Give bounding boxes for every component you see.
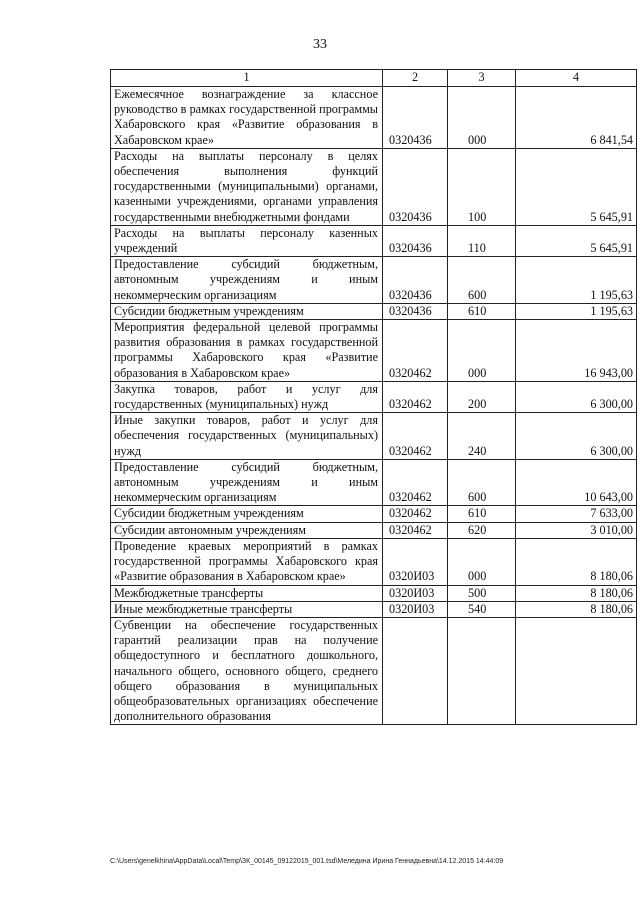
row-expense-type-cell: 610	[448, 506, 516, 522]
row-name-cell: Мероприятия федеральной целевой программы развития образования в рамках государственной программы Хабаровского края «Развитие образования в Хабаровском крае»	[111, 320, 383, 382]
row-name-cell: Субсидии автономным учреждениям	[111, 522, 383, 538]
header-col-4: 4	[516, 70, 637, 87]
row-code-cell: 0320462	[383, 506, 448, 522]
row-code-cell: 0320436	[383, 257, 448, 304]
row-sum-cell: 5 645,91	[516, 225, 637, 256]
table-row	[111, 87, 637, 149]
row-code-cell: 0320462	[383, 522, 448, 538]
table-row	[111, 257, 637, 304]
table-row	[111, 617, 637, 724]
table-row	[111, 585, 637, 601]
row-name-cell: Проведение краевых мероприятий в рамках государственной программы Хабаровского края «Развитие образования в Хабаровском крае»	[111, 538, 383, 585]
row-name-cell: Иные межбюджетные трансферты	[111, 601, 383, 617]
row-expense-type-cell: 000	[448, 538, 516, 585]
row-expense-type-cell: 540	[448, 601, 516, 617]
row-sum-cell	[516, 617, 637, 724]
row-name-cell: Иные закупки товаров, работ и услуг для обеспечения государственных (муниципальных) нужд	[111, 413, 383, 460]
table-row	[111, 303, 637, 319]
row-code-cell: 0320462	[383, 413, 448, 460]
row-sum-cell: 1 195,63	[516, 303, 637, 319]
row-expense-type-cell: 620	[448, 522, 516, 538]
table-row	[111, 506, 637, 522]
row-code-cell: 0320И03	[383, 601, 448, 617]
row-sum-cell: 10 643,00	[516, 459, 637, 506]
row-code-cell	[383, 617, 448, 724]
row-sum-cell: 6 300,00	[516, 413, 637, 460]
row-expense-type-cell: 100	[448, 148, 516, 225]
row-expense-type-cell	[448, 617, 516, 724]
row-expense-type-cell: 000	[448, 87, 516, 149]
table-row	[111, 459, 637, 506]
row-expense-type-cell: 610	[448, 303, 516, 319]
budget-table	[110, 69, 637, 725]
row-sum-cell: 6 300,00	[516, 381, 637, 412]
row-expense-type-cell: 500	[448, 585, 516, 601]
row-name-cell: Субсидии бюджетным учреждениям	[111, 506, 383, 522]
row-name-cell: Межбюджетные трансферты	[111, 585, 383, 601]
row-sum-cell: 7 633,00	[516, 506, 637, 522]
table-row	[111, 522, 637, 538]
table-header-row	[111, 70, 637, 87]
row-sum-cell: 8 180,06	[516, 585, 637, 601]
row-expense-type-cell: 240	[448, 413, 516, 460]
header-col-3: 3	[448, 70, 516, 87]
row-sum-cell: 6 841,54	[516, 87, 637, 149]
row-expense-type-cell: 600	[448, 257, 516, 304]
file-path-footer: C:\Users\genelkhina\AppData\Local\Temp\ЗК_00145_09122015_001.tsd\Меледина Ирина Геннадьевна\14.12.2015 14:44:09	[110, 858, 504, 865]
row-sum-cell: 3 010,00	[516, 522, 637, 538]
header-col-2: 2	[383, 70, 448, 87]
table-row	[111, 320, 637, 382]
row-sum-cell: 1 195,63	[516, 257, 637, 304]
row-code-cell: 0320436	[383, 87, 448, 149]
row-name-cell: Предоставление субсидий бюджетным, автономным учреждениям и иным некоммерческим организациям	[111, 257, 383, 304]
row-expense-type-cell: 000	[448, 320, 516, 382]
row-sum-cell: 16 943,00	[516, 320, 637, 382]
row-code-cell: 0320462	[383, 459, 448, 506]
row-expense-type-cell: 600	[448, 459, 516, 506]
header-col-1: 1	[111, 70, 383, 87]
row-sum-cell: 5 645,91	[516, 148, 637, 225]
row-name-cell: Предоставление субсидий бюджетным, автономным учреждениям и иным некоммерческим организациям	[111, 459, 383, 506]
table-row	[111, 538, 637, 585]
row-code-cell: 0320436	[383, 148, 448, 225]
row-expense-type-cell: 200	[448, 381, 516, 412]
table-row	[111, 225, 637, 256]
row-code-cell: 0320И03	[383, 585, 448, 601]
row-code-cell: 0320436	[383, 303, 448, 319]
row-code-cell: 0320462	[383, 320, 448, 382]
row-expense-type-cell: 110	[448, 225, 516, 256]
row-sum-cell: 8 180,06	[516, 538, 637, 585]
table-row	[111, 381, 637, 412]
row-name-cell: Закупка товаров, работ и услуг для государственных (муниципальных) нужд	[111, 381, 383, 412]
row-sum-cell: 8 180,06	[516, 601, 637, 617]
row-name-cell: Субвенции на обеспечение государственных гарантий реализации прав на получение общедоступного и бесплатного дошкольного, начального общего, основного общего, среднего общего образования в муниципальных общеобразовательных организациях обеспечение дополнительного образования	[111, 617, 383, 724]
table-row	[111, 148, 637, 225]
row-name-cell: Субсидии бюджетным учреждениям	[111, 303, 383, 319]
row-code-cell: 0320И03	[383, 538, 448, 585]
table-row	[111, 413, 637, 460]
row-name-cell: Расходы на выплаты персоналу в целях обеспечения выполнения функций государственными (муниципальными) органами, казенными учреждениями, органами управления государственными внебюджетными фондами	[111, 148, 383, 225]
table-row	[111, 601, 637, 617]
page-number: 33	[313, 37, 327, 52]
row-name-cell: Расходы на выплаты персоналу казенных учреждений	[111, 225, 383, 256]
row-name-cell: Ежемесячное вознаграждение за классное руководство в рамках государственной программы Хабаровского края «Развитие образования в Хабаровском крае»	[111, 87, 383, 149]
row-code-cell: 0320436	[383, 225, 448, 256]
row-code-cell: 0320462	[383, 381, 448, 412]
